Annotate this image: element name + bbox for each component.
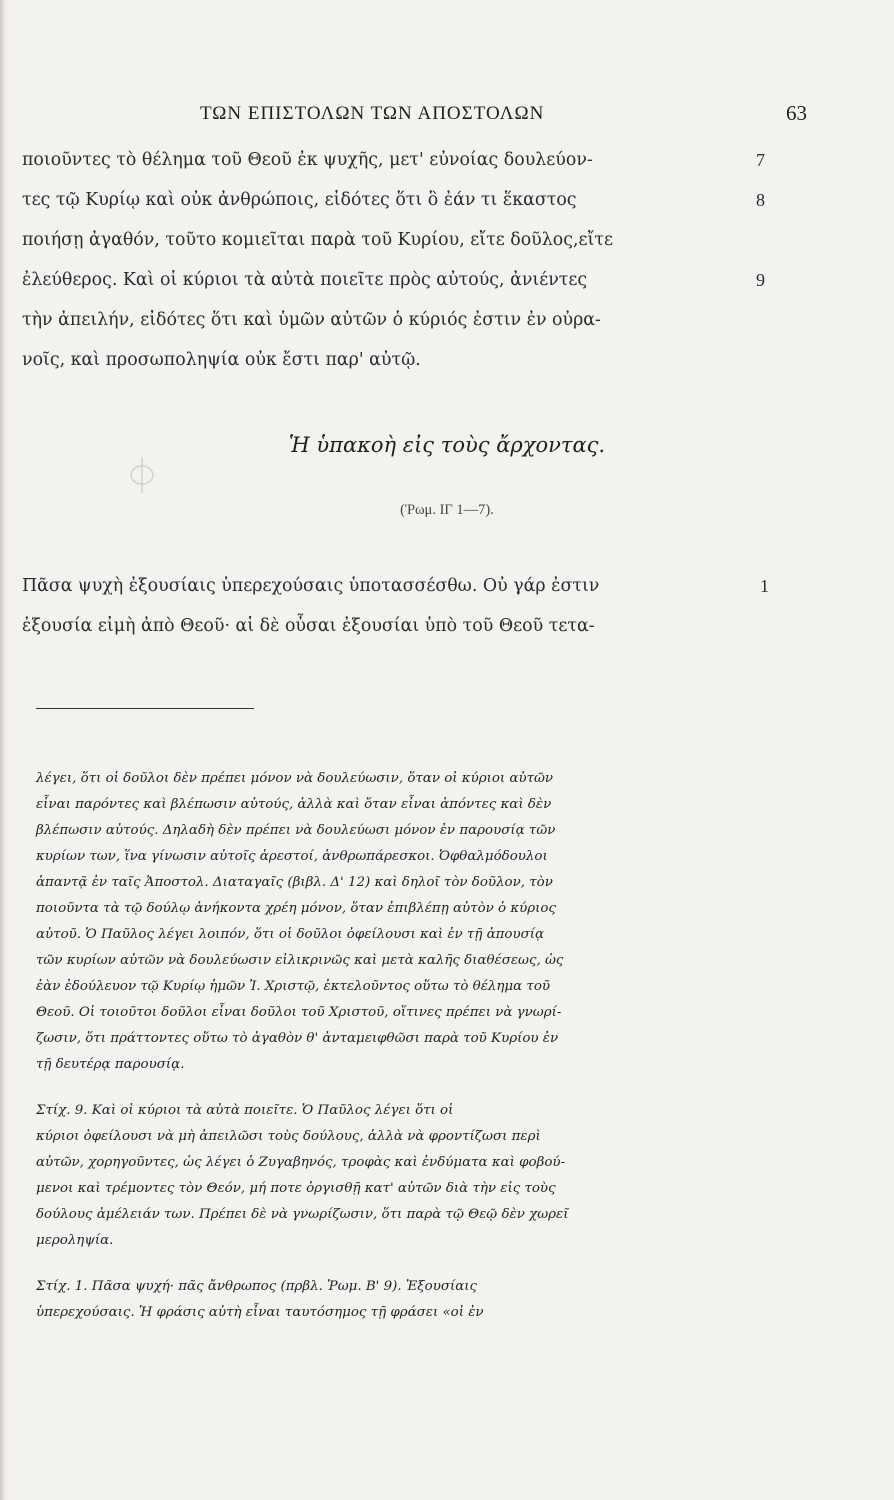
- note-line: λέγει, ὅτι οἱ δοῦλοι δὲν πρέπει μόνον νὰ δουλεύωσιν, ὅταν οἱ κύριοι αὐτῶν: [36, 771, 554, 786]
- section-heading: Ἡ ὑπακοὴ εἰς τοὺς ἄρχοντας.: [288, 433, 606, 457]
- note-line: μεροληψία.: [36, 1233, 114, 1248]
- note-line: εἶναι παρόντες καὶ βλέπωσιν αὐτούς, ἀλλὰ καὶ ὅταν εἶναι ἀπόντες καὶ δὲν: [36, 797, 552, 812]
- note-line: Στίχ. 1. Πᾶσα ψυχή· πᾶς ἄνθρωπος (πρβλ. Ῥωμ. Β' 9). Ἐξουσίαις: [36, 1279, 478, 1294]
- note-line: ἐὰν ἐδούλευον τῷ Κυρίῳ ἡμῶν Ἰ. Χριστῷ, ἐκτελοῦντος οὕτω τὸ θέλημα τοῦ: [36, 979, 551, 994]
- note-line: μενοι καὶ τρέμοντες τὸν Θεόν, μή ποτε ὀργισθῇ κατ' αὐτῶν διὰ τὴν εἰς τοὺς: [36, 1181, 556, 1196]
- note-line: ὑπερεχούσαις. Ἡ φράσις αὐτὴ εἶναι ταυτόσημος τῇ φράσει «οἱ ἐν: [36, 1305, 484, 1320]
- note-line: ποιοῦντα τὰ τῷ δούλῳ ἀνήκοντα χρέη μόνον, ὅταν ἐπιβλέπῃ αὐτὸν ὁ κύριος: [36, 901, 556, 916]
- note-line: κυρίων των, ἵνα γίνωσιν αὐτοῖς ἀρεστοί, ἀνθρωπάρεσκοι. Ὀφθαλμόδουλοι: [36, 849, 548, 864]
- section-reference: (Ῥωμ. ΙΓ 1—7).: [400, 502, 494, 518]
- note-line: βλέπωσιν αὐτούς. Δηλαδὴ δὲν πρέπει νὰ δουλεύωσι μόνον ἐν παρουσίᾳ τῶν: [36, 823, 556, 838]
- main-text-line: ἐλεύθερος. Καὶ οἱ κύριοι τὰ αὐτὰ ποιεῖτε πρὸς αὐτούς, ἀνιέντες: [22, 270, 588, 290]
- page-spine-shadow: [0, 0, 6, 1500]
- main-text-line: νοῖς, καὶ προσωποληψία οὐκ ἔστι παρ' αὐτῷ.: [22, 350, 421, 370]
- note-line: Θεοῦ. Οἱ τοιοῦτοι δοῦλοι εἶναι δοῦλοι τοῦ Χριστοῦ, οἵτινες πρέπει νὰ γνωρί-: [36, 1005, 562, 1020]
- note-line: ἀπαντᾷ ἐν ταῖς Ἀποστολ. Διαταγαῖς (βιβλ. Δ' 12) καὶ δηλοῖ τὸν δοῦλον, τὸν: [36, 875, 553, 890]
- note-line: τῶν κυρίων αὐτῶν νὰ δουλεύωσιν εἰλικρινῶς καὶ μετὰ καλῆς διαθέσεως, ὡς: [36, 953, 564, 968]
- note-line: Στίχ. 9. Καὶ οἱ κύριοι τὰ αὐτὰ ποιεῖτε. Ὁ Παῦλος λέγει ὅτι οἱ: [36, 1103, 454, 1118]
- section-text-line: Πᾶσα ψυχὴ ἐξουσίαις ὑπερεχούσαις ὑποτασσέσθω. Οὐ γάρ ἐστιν: [22, 576, 600, 596]
- verse-number: 8: [756, 190, 765, 210]
- verse-number: 7: [756, 150, 765, 170]
- running-title: ΤΩΝ ΕΠΙΣΤΟΛΩΝ ΤΩΝ ΑΠΟΣΤΟΛΩΝ: [200, 103, 545, 124]
- footnote-separator: [36, 708, 254, 709]
- verse-number: 1: [760, 576, 769, 596]
- page-number: 63: [786, 101, 807, 125]
- note-line: τῇ δευτέρᾳ παρουσίᾳ.: [36, 1057, 185, 1072]
- faint-ink-mark-icon: [128, 455, 156, 495]
- main-text-line: τες τῷ Κυρίῳ καὶ οὐκ ἀνθρώποις, εἰδότες ὅτι ὃ ἐάν τι ἕκαστος: [22, 190, 577, 210]
- main-text-line: τὴν ἀπειλήν, εἰδότες ὅτι καὶ ὑμῶν αὐτῶν ὁ κύριός ἐστιν ἐν οὐρα-: [22, 310, 601, 330]
- main-text-line: ποιοῦντες τὸ θέλημα τοῦ Θεοῦ ἐκ ψυχῆς, μετ' εὐνοίας δουλεύον-: [22, 150, 593, 170]
- main-text-line: ποιήσῃ ἀγαθόν, τοῦτο κομιεῖται παρὰ τοῦ Κυρίου, εἴτε δοῦλος,εἴτε: [22, 230, 613, 250]
- note-line: κύριοι ὀφείλουσι νὰ μὴ ἀπειλῶσι τοὺς δούλους, ἀλλὰ νὰ φροντίζωσι περὶ: [36, 1129, 541, 1144]
- note-line: αὐτῶν, χορηγοῦντες, ὡς λέγει ὁ Ζυγαβηνός, τροφὰς καὶ ἐνδύματα καὶ φοβού-: [36, 1155, 566, 1170]
- note-line: ζωσιν, ὅτι πράττοντες οὕτω τὸ ἀγαθὸν θ' ἀνταμειφθῶσι παρὰ τοῦ Κυρίου ἐν: [36, 1031, 559, 1046]
- note-line: αὐτοῦ. Ὁ Παῦλος λέγει λοιπόν, ὅτι οἱ δοῦλοι ὀφείλουσι καὶ ἐν τῇ ἀπουσίᾳ: [36, 927, 545, 942]
- verse-number: 9: [756, 270, 765, 290]
- note-line: δούλους ἀμέλειάν των. Πρέπει δὲ νὰ γνωρίζωσιν, ὅτι παρὰ τῷ Θεῷ δὲν χωρεῖ: [36, 1207, 569, 1222]
- section-text-line: ἐξουσία εἰμὴ ἀπὸ Θεοῦ· αἱ δὲ οὖσαι ἐξουσίαι ὑπὸ τοῦ Θεοῦ τετα-: [22, 616, 595, 636]
